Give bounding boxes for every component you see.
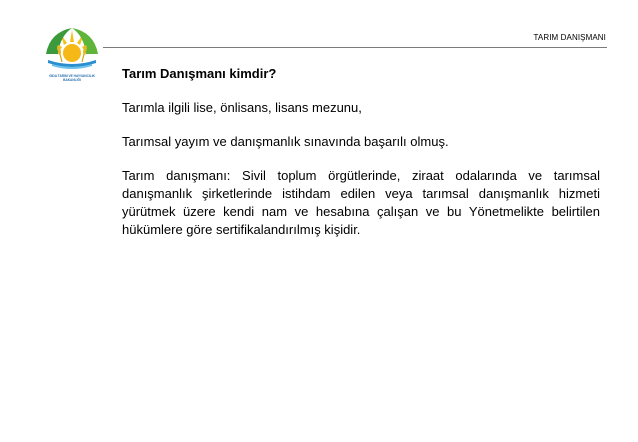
header-divider [103, 47, 607, 48]
paragraph-education: Tarımla ilgili lise, önlisans, lisans mezunu, [122, 100, 362, 115]
ministry-logo-icon [40, 20, 104, 84]
content-body [122, 65, 600, 239]
section-heading: Tarım Danışmanı kimdir? [122, 66, 277, 81]
logo-text-line1: GIDA TARIM VE HAYVANCILIK [49, 74, 95, 78]
logo-text-line2: BAKANLIĞI [63, 78, 81, 82]
header-title: TARIM DANIŞMANI [533, 33, 606, 42]
paragraph-exam: Tarımsal yayım ve danışmanlık sınavında başarılı olmuş. [122, 134, 449, 149]
paragraph-definition: Tarım danışmanı: Sivil toplum örgütlerinde, ziraat odalarında ve tarımsal danışmanlık şirketlerinde istihdam edilen veya tarımsal danışmanlık hizmeti yürütmek üzere kendi nam ve hesabına çalışan ve bu Yönetmelikte belirtilen hükümlere göre sertifikalandırılmış kişidir. [122, 168, 600, 237]
